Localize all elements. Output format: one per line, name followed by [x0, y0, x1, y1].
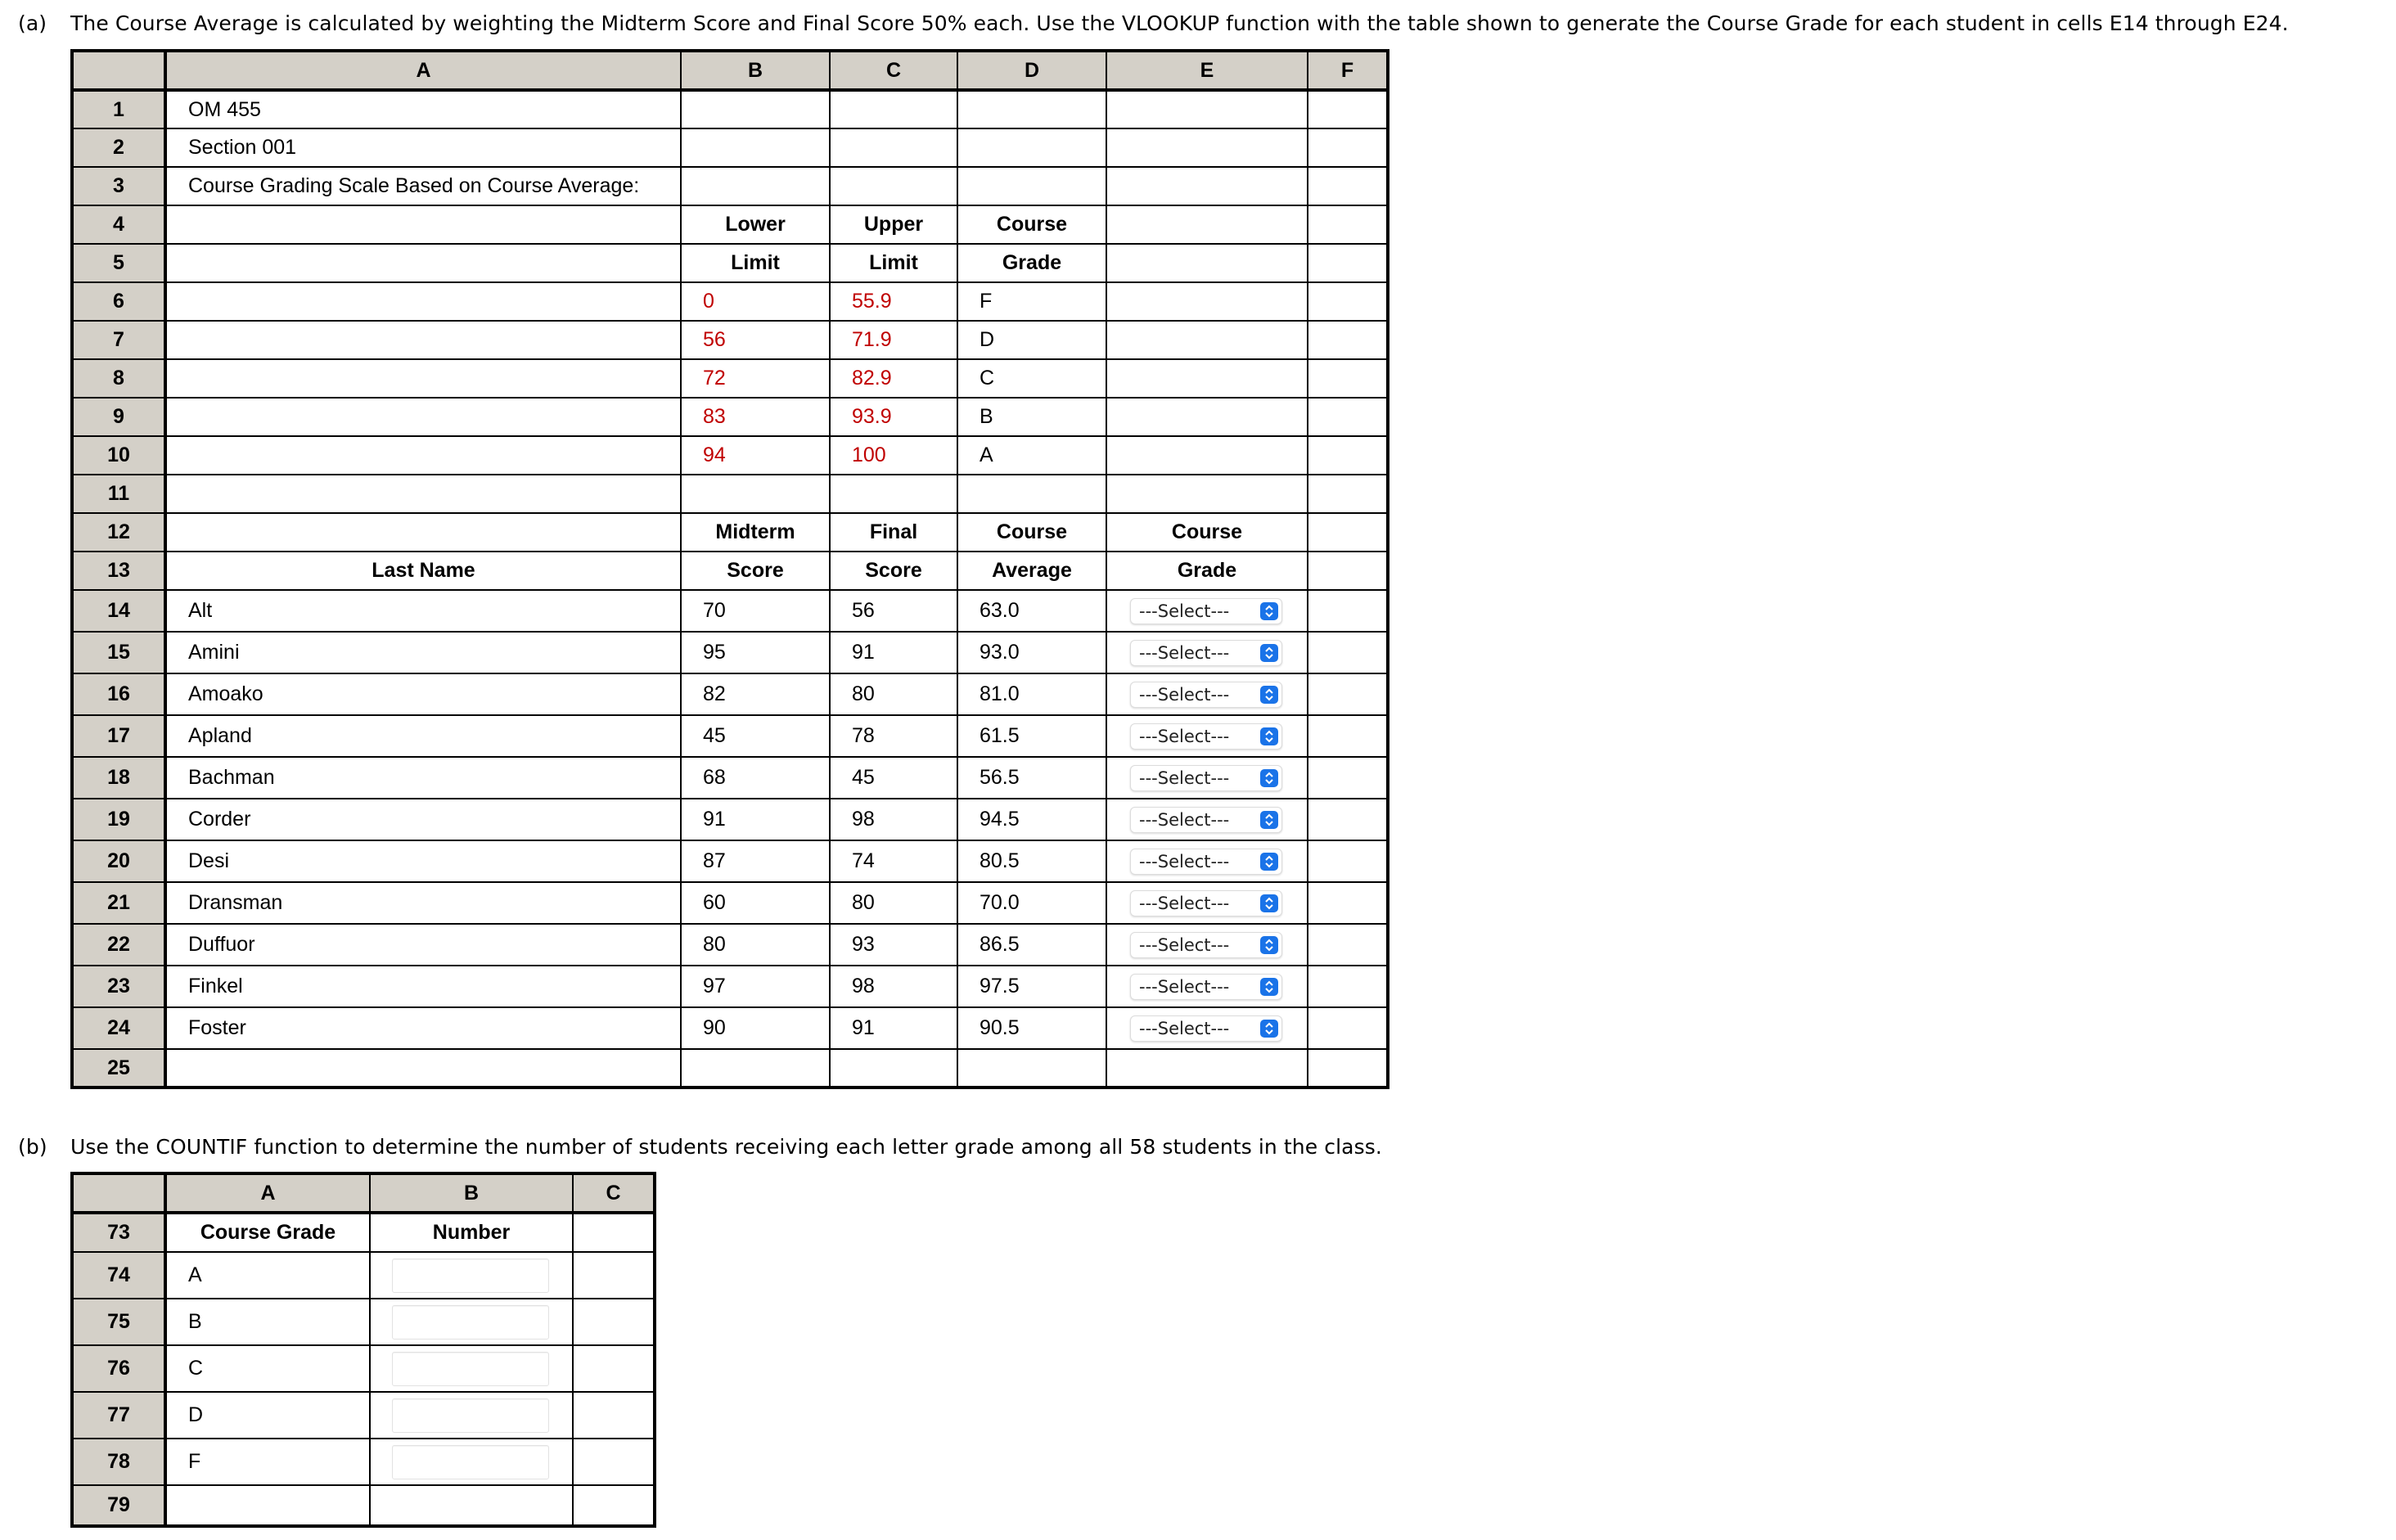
- number-cell: [370, 1345, 573, 1392]
- student-last-name: Apland: [165, 715, 681, 757]
- cell-d5: Grade: [957, 244, 1106, 282]
- select-placeholder: ---Select---: [1139, 851, 1230, 871]
- row-header: 5: [72, 244, 165, 282]
- select-placeholder: ---Select---: [1139, 768, 1230, 788]
- col-header-a: A: [165, 1173, 370, 1213]
- course-grade-select[interactable]: [1130, 890, 1282, 916]
- part-b-text: Use the COUNTIF function to determine the number of students receiving each letter grade among all 58 students in the class.: [70, 1135, 1382, 1159]
- cell: [1308, 475, 1388, 513]
- cell: [1106, 282, 1308, 321]
- letter-grade: D: [165, 1392, 370, 1439]
- upper-limit-cell: 71.9: [830, 321, 957, 359]
- cell: [681, 167, 830, 205]
- cell-b13: Score: [681, 552, 830, 590]
- cell: [573, 1485, 655, 1526]
- course-grade-select[interactable]: [1130, 723, 1282, 750]
- lower-limit-cell: 0: [681, 282, 830, 321]
- chevron-up-down-icon: [1260, 936, 1278, 954]
- sheet-row: [72, 321, 1388, 359]
- cell: [1308, 799, 1388, 840]
- cell: [1308, 436, 1388, 475]
- cell: [681, 1049, 830, 1087]
- cell: [1308, 513, 1388, 552]
- cell: [957, 167, 1106, 205]
- cell-e13: Grade: [1106, 552, 1308, 590]
- cell: [1106, 167, 1308, 205]
- row-header: 4: [72, 205, 165, 244]
- chevron-up-down-icon: [1260, 769, 1278, 787]
- chevron-up-down-icon: [1260, 853, 1278, 871]
- lower-limit-cell: 83: [681, 398, 830, 436]
- cell-c5: Limit: [830, 244, 957, 282]
- row-header: 10: [72, 436, 165, 475]
- midterm-score: 45: [681, 715, 830, 757]
- row-header: 13: [72, 552, 165, 590]
- midterm-score: 70: [681, 590, 830, 632]
- cell: [165, 436, 681, 475]
- student-row: [72, 590, 1388, 632]
- cell: [1308, 924, 1388, 966]
- select-placeholder: ---Select---: [1139, 726, 1230, 746]
- cell-e12: Course: [1106, 513, 1308, 552]
- student-row: [72, 673, 1388, 715]
- grade-cell: F: [957, 282, 1106, 321]
- cell: [1106, 90, 1308, 128]
- student-row: [72, 924, 1388, 966]
- final-score: 80: [830, 882, 957, 924]
- cell: [1308, 282, 1388, 321]
- final-score: 93: [830, 924, 957, 966]
- upper-limit-cell: 82.9: [830, 359, 957, 398]
- row-header: 19: [72, 799, 165, 840]
- lower-limit-cell: 94: [681, 436, 830, 475]
- student-row: [72, 966, 1388, 1007]
- chevron-up-down-icon: [1260, 894, 1278, 912]
- cell: [573, 1213, 655, 1252]
- midterm-score: 90: [681, 1007, 830, 1049]
- course-grade-cell: [1106, 632, 1308, 673]
- course-average: 94.5: [957, 799, 1106, 840]
- number-cell: [370, 1299, 573, 1345]
- sheet-row: [72, 244, 1388, 282]
- lower-limit-cell: 56: [681, 321, 830, 359]
- cell: [1308, 359, 1388, 398]
- cell: [165, 282, 681, 321]
- row-header: 75: [72, 1299, 165, 1345]
- final-score: 98: [830, 799, 957, 840]
- grade-count-input[interactable]: [392, 1305, 549, 1340]
- cell: [165, 398, 681, 436]
- row-header: 11: [72, 475, 165, 513]
- final-score: 45: [830, 757, 957, 799]
- cell-d13: Average: [957, 552, 1106, 590]
- course-average: 93.0: [957, 632, 1106, 673]
- cell: [957, 90, 1106, 128]
- row-header: 2: [72, 128, 165, 167]
- col-header-b: B: [370, 1173, 573, 1213]
- sheet-row: [72, 1485, 655, 1526]
- cell: [1308, 966, 1388, 1007]
- midterm-score: 82: [681, 673, 830, 715]
- cell: [1106, 475, 1308, 513]
- cell: [1308, 1049, 1388, 1087]
- final-score: 91: [830, 632, 957, 673]
- cell: [165, 1049, 681, 1087]
- final-score: 98: [830, 966, 957, 1007]
- part-b-label: (b): [18, 1135, 47, 1159]
- student-row: [72, 799, 1388, 840]
- cell: [573, 1252, 655, 1299]
- student-last-name: Finkel: [165, 966, 681, 1007]
- midterm-score: 60: [681, 882, 830, 924]
- student-row: [72, 840, 1388, 882]
- cell: [573, 1439, 655, 1485]
- chevron-up-down-icon: [1260, 644, 1278, 662]
- select-placeholder: ---Select---: [1139, 601, 1230, 621]
- row-header: 9: [72, 398, 165, 436]
- midterm-score: 95: [681, 632, 830, 673]
- course-grade-select[interactable]: [1130, 1015, 1282, 1042]
- cell-b4: Lower: [681, 205, 830, 244]
- row-header: 17: [72, 715, 165, 757]
- cell-c13: Score: [830, 552, 957, 590]
- cell: [957, 475, 1106, 513]
- row-header: 14: [72, 590, 165, 632]
- cell: [830, 128, 957, 167]
- row-header: 76: [72, 1345, 165, 1392]
- part-a-text: The Course Average is calculated by weighting the Midterm Score and Final Score 50% each. Use the VLOOKUP function with the table shown to generate the Course Grade for each student in cells E14 through E24.: [70, 11, 2289, 35]
- grade-cell: C: [957, 359, 1106, 398]
- countif-spreadsheet: [70, 1172, 656, 1528]
- midterm-score: 68: [681, 757, 830, 799]
- part-a-label: (a): [18, 11, 47, 35]
- row-header: 3: [72, 167, 165, 205]
- course-average: 70.0: [957, 882, 1106, 924]
- cell: [1106, 436, 1308, 475]
- sheet-row: [72, 1213, 655, 1252]
- grade-count-input[interactable]: [392, 1259, 549, 1293]
- cell: [1106, 205, 1308, 244]
- cell: [1308, 882, 1388, 924]
- sheet-row: [72, 282, 1388, 321]
- number-cell: [370, 1252, 573, 1299]
- student-last-name: Desi: [165, 840, 681, 882]
- cell-c4: Upper: [830, 205, 957, 244]
- row-header: 25: [72, 1049, 165, 1087]
- grade-cell: D: [957, 321, 1106, 359]
- student-row: [72, 757, 1388, 799]
- final-score: 78: [830, 715, 957, 757]
- cell: [1106, 321, 1308, 359]
- select-placeholder: ---Select---: [1139, 893, 1230, 913]
- cell: [1308, 632, 1388, 673]
- student-last-name: Duffuor: [165, 924, 681, 966]
- midterm-score: 87: [681, 840, 830, 882]
- row-header: 18: [72, 757, 165, 799]
- cell-a1: OM 455: [165, 90, 681, 128]
- select-placeholder: ---Select---: [1139, 934, 1230, 955]
- course-grade-cell: [1106, 799, 1308, 840]
- grade-count-input[interactable]: [392, 1398, 549, 1433]
- question-part-b: [18, 1135, 1382, 1159]
- row-header: 15: [72, 632, 165, 673]
- cell: [830, 1049, 957, 1087]
- course-grade-select[interactable]: [1130, 640, 1282, 666]
- cell: [957, 1049, 1106, 1087]
- cell: [1308, 398, 1388, 436]
- course-average: 61.5: [957, 715, 1106, 757]
- row-header: 78: [72, 1439, 165, 1485]
- cell: [370, 1485, 573, 1526]
- grade-cell: B: [957, 398, 1106, 436]
- course-grade-cell: [1106, 757, 1308, 799]
- col-header-d: D: [957, 51, 1106, 90]
- course-grade-cell: [1106, 840, 1308, 882]
- select-placeholder: ---Select---: [1139, 642, 1230, 663]
- course-grade-cell: [1106, 966, 1308, 1007]
- row-header: 6: [72, 282, 165, 321]
- row-header: 22: [72, 924, 165, 966]
- grade-count-row: [72, 1439, 655, 1485]
- row-header: 12: [72, 513, 165, 552]
- cell: [573, 1299, 655, 1345]
- row-header: 8: [72, 359, 165, 398]
- chevron-up-down-icon: [1260, 978, 1278, 996]
- sheet-row: [72, 90, 1388, 128]
- upper-limit-cell: 100: [830, 436, 957, 475]
- course-grade-select[interactable]: [1130, 849, 1282, 875]
- cell: [1308, 757, 1388, 799]
- col-header-e: E: [1106, 51, 1308, 90]
- cell: [957, 128, 1106, 167]
- corner-cell: [72, 51, 165, 90]
- select-placeholder: ---Select---: [1139, 684, 1230, 705]
- cell: [1106, 244, 1308, 282]
- student-row: [72, 1007, 1388, 1049]
- sheet-row: [72, 1049, 1388, 1087]
- cell: [1308, 244, 1388, 282]
- number-header: Number: [370, 1213, 573, 1252]
- grade-cell: A: [957, 436, 1106, 475]
- row-header: 21: [72, 882, 165, 924]
- cell: [165, 321, 681, 359]
- cell-c12: Final: [830, 513, 957, 552]
- grade-count-row: [72, 1252, 655, 1299]
- number-cell: [370, 1392, 573, 1439]
- letter-grade: F: [165, 1439, 370, 1485]
- course-grade-cell: [1106, 924, 1308, 966]
- course-grade-cell: [1106, 882, 1308, 924]
- grade-count-row: [72, 1392, 655, 1439]
- student-last-name: Bachman: [165, 757, 681, 799]
- cell: [165, 205, 681, 244]
- col-header-f: F: [1308, 51, 1388, 90]
- cell: [1308, 590, 1388, 632]
- sheet-row: [72, 128, 1388, 167]
- chevron-up-down-icon: [1260, 686, 1278, 704]
- cell: [1308, 205, 1388, 244]
- cell: [681, 128, 830, 167]
- select-placeholder: ---Select---: [1139, 1018, 1230, 1038]
- course-grade-select[interactable]: [1130, 598, 1282, 624]
- cell-d12: Course: [957, 513, 1106, 552]
- final-score: 74: [830, 840, 957, 882]
- grade-count-input[interactable]: [392, 1352, 549, 1386]
- midterm-score: 91: [681, 799, 830, 840]
- cell: [1106, 398, 1308, 436]
- cell: [1106, 128, 1308, 167]
- upper-limit-cell: 93.9: [830, 398, 957, 436]
- course-grade-cell: [1106, 1007, 1308, 1049]
- cell: [1106, 1049, 1308, 1087]
- row-header: 1: [72, 90, 165, 128]
- sheet-row: [72, 167, 1388, 205]
- course-grade-select[interactable]: [1130, 974, 1282, 1000]
- letter-grade: B: [165, 1299, 370, 1345]
- sheet-row: [72, 552, 1388, 590]
- cell-d4: Course: [957, 205, 1106, 244]
- final-score: 91: [830, 1007, 957, 1049]
- cell: [681, 90, 830, 128]
- midterm-score: 80: [681, 924, 830, 966]
- cell: [165, 359, 681, 398]
- row-header: 74: [72, 1252, 165, 1299]
- grading-spreadsheet: [70, 49, 1389, 1089]
- chevron-up-down-icon: [1260, 811, 1278, 829]
- cell: [1308, 128, 1388, 167]
- cell: [1308, 1007, 1388, 1049]
- cell-a3: Course Grading Scale Based on Course Average:: [165, 167, 681, 205]
- cell: [830, 167, 957, 205]
- cell: [165, 513, 681, 552]
- sheet-row: [72, 205, 1388, 244]
- course-average: 97.5: [957, 966, 1106, 1007]
- cell: [165, 244, 681, 282]
- col-header-c: C: [573, 1173, 655, 1213]
- course-average: 86.5: [957, 924, 1106, 966]
- cell: [1106, 359, 1308, 398]
- student-last-name: Foster: [165, 1007, 681, 1049]
- cell: [1308, 673, 1388, 715]
- cell-a2: Section 001: [165, 128, 681, 167]
- grade-count-row: [72, 1299, 655, 1345]
- letter-grade: C: [165, 1345, 370, 1392]
- cell: [1308, 321, 1388, 359]
- course-grade-cell: [1106, 590, 1308, 632]
- midterm-score: 97: [681, 966, 830, 1007]
- course-grade-cell: [1106, 673, 1308, 715]
- cell: [681, 475, 830, 513]
- cell-b5: Limit: [681, 244, 830, 282]
- grade-count-row: [72, 1345, 655, 1392]
- student-row: [72, 715, 1388, 757]
- select-placeholder: ---Select---: [1139, 976, 1230, 997]
- sheet-row: [72, 398, 1388, 436]
- row-header: 23: [72, 966, 165, 1007]
- chevron-up-down-icon: [1260, 602, 1278, 620]
- cell: [1308, 167, 1388, 205]
- sheet-row: [72, 359, 1388, 398]
- course-average: 90.5: [957, 1007, 1106, 1049]
- number-cell: [370, 1439, 573, 1485]
- course-average: 81.0: [957, 673, 1106, 715]
- course-grade-cell: [1106, 715, 1308, 757]
- chevron-up-down-icon: [1260, 727, 1278, 745]
- row-header: 79: [72, 1485, 165, 1526]
- row-header: 24: [72, 1007, 165, 1049]
- cell: [573, 1392, 655, 1439]
- course-average: 63.0: [957, 590, 1106, 632]
- row-header: 20: [72, 840, 165, 882]
- cell: [1308, 552, 1388, 590]
- cell: [573, 1345, 655, 1392]
- row-header: 7: [72, 321, 165, 359]
- cell: [830, 475, 957, 513]
- course-grade-select[interactable]: [1130, 682, 1282, 708]
- cell: [1308, 840, 1388, 882]
- student-row: [72, 882, 1388, 924]
- course-average: 56.5: [957, 757, 1106, 799]
- letter-grade: A: [165, 1252, 370, 1299]
- course-grade-select[interactable]: [1130, 765, 1282, 791]
- course-grade-select[interactable]: [1130, 932, 1282, 958]
- student-last-name: Dransman: [165, 882, 681, 924]
- cell: [1308, 90, 1388, 128]
- question-part-a: [18, 11, 2289, 35]
- cell: [165, 1485, 370, 1526]
- upper-limit-cell: 55.9: [830, 282, 957, 321]
- col-header-a: A: [165, 51, 681, 90]
- cell-a13: Last Name: [165, 552, 681, 590]
- student-last-name: Alt: [165, 590, 681, 632]
- sheet-row: [72, 513, 1388, 552]
- grade-count-input[interactable]: [392, 1445, 549, 1479]
- lower-limit-cell: 72: [681, 359, 830, 398]
- row-header: 77: [72, 1392, 165, 1439]
- cell-b12: Midterm: [681, 513, 830, 552]
- sheet-row: [72, 436, 1388, 475]
- student-last-name: Corder: [165, 799, 681, 840]
- select-placeholder: ---Select---: [1139, 809, 1230, 830]
- row-header: 16: [72, 673, 165, 715]
- student-row: [72, 632, 1388, 673]
- cell: [1308, 715, 1388, 757]
- row-header: 73: [72, 1213, 165, 1252]
- student-last-name: Amoako: [165, 673, 681, 715]
- chevron-up-down-icon: [1260, 1020, 1278, 1038]
- course-grade-header: Course Grade: [165, 1213, 370, 1252]
- course-grade-select[interactable]: [1130, 807, 1282, 833]
- course-average: 80.5: [957, 840, 1106, 882]
- corner-cell: [72, 1173, 165, 1213]
- final-score: 80: [830, 673, 957, 715]
- student-last-name: Amini: [165, 632, 681, 673]
- cell: [830, 90, 957, 128]
- col-header-c: C: [830, 51, 957, 90]
- col-header-b: B: [681, 51, 830, 90]
- final-score: 56: [830, 590, 957, 632]
- cell: [165, 475, 681, 513]
- sheet-row: [72, 475, 1388, 513]
